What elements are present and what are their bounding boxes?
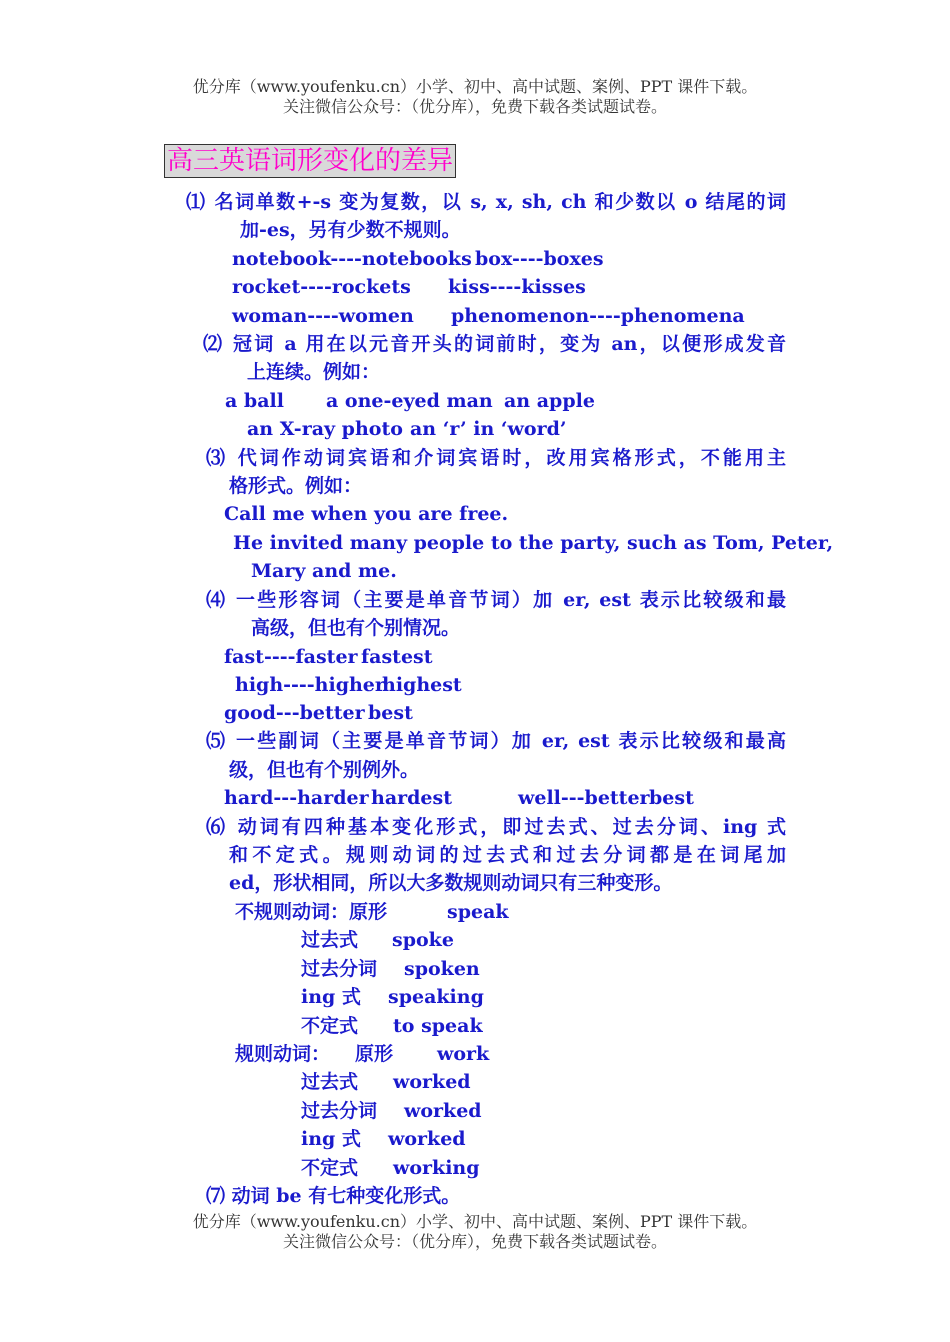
s2-example-1a: a ball xyxy=(225,390,284,412)
irregular-form-value: spoke xyxy=(392,929,454,951)
s2-heading-line-2: 上连续。例如： xyxy=(247,361,381,383)
s4-example-1b: fastest xyxy=(361,646,433,668)
s2-example-1b: a one-eyed man xyxy=(326,390,493,412)
regular-form-label: 过去分词 xyxy=(301,1100,378,1122)
s5-example-1d: best xyxy=(649,787,694,809)
irregular-form-label: 不定式 xyxy=(301,1015,359,1037)
irregular-verb-label: 不规则动词：原形 xyxy=(235,901,388,923)
s2-example-2b: an ‘r’ in ‘word’ xyxy=(410,418,567,440)
regular-verb-base-label: 原形 xyxy=(355,1043,394,1065)
s6-heading-line-1: ⑹ 动词有四种基本变化形式，即过去式、过去分词、ing 式 xyxy=(206,816,786,838)
s2-heading-line-1: ⑵ 冠词 a 用在以元音开头的词前时，变为 an，以便形成发音 xyxy=(203,333,786,355)
s3-heading-line-2: 格形式。例如： xyxy=(229,475,363,497)
s4-example-1a: fast----faster xyxy=(224,646,358,668)
s4-heading-line-2: 高级，但也有个别情况。 xyxy=(251,617,461,639)
s3-example-1: Call me when you are free. xyxy=(224,503,509,525)
s3-example-2a: He invited many people to the party, such as Tom, Peter, xyxy=(233,532,834,554)
irregular-form-label: ing 式 xyxy=(301,986,361,1008)
s1-example-3b: phenomenon----phenomena xyxy=(451,305,745,327)
regular-form-label: 不定式 xyxy=(301,1157,359,1179)
s5-example-1a: hard---harder xyxy=(224,787,369,809)
s1-example-1a: notebook----notebooks xyxy=(232,248,472,270)
irregular-form-value: speaking xyxy=(388,986,484,1008)
s5-heading-line-1: ⑸ 一些副词（主要是单音节词）加 er, est 表示比较级和最高 xyxy=(206,730,786,752)
regular-verb-base: work xyxy=(437,1043,490,1065)
header-line-1: 优分库（www.youfenku.cn）小学、初中、高中试题、案例、PPT 课件下载。 xyxy=(192,77,758,96)
s2-example-2a: an X-ray photo xyxy=(247,418,403,440)
s3-heading-line-1: ⑶ 代词作动词宾语和介词宾语时，改用宾格形式，不能用主 xyxy=(206,447,786,469)
regular-form-value: worked xyxy=(393,1071,471,1093)
s4-example-3a: good---better xyxy=(224,702,365,724)
regular-form-value: worked xyxy=(404,1100,482,1122)
s1-example-3a: woman----women xyxy=(232,305,414,327)
s3-example-2b: Mary and me. xyxy=(251,560,397,582)
s5-example-1c: well---better xyxy=(518,787,650,809)
s4-example-2b: highest xyxy=(382,674,462,696)
regular-verb-label: 规则动词： xyxy=(235,1043,331,1065)
s5-example-1b: hardest xyxy=(371,787,452,809)
s4-example-3b: best xyxy=(368,702,413,724)
s4-heading-line-1: ⑷ 一些形容词（主要是单音节词）加 er, est 表示比较级和最 xyxy=(206,589,786,611)
header-line-2: 关注微信公众号：（优分库），免费下载各类试题试卷。 xyxy=(282,97,667,116)
s1-example-2b: kiss----kisses xyxy=(448,276,586,298)
footer-line-2: 关注微信公众号：（优分库），免费下载各类试题试卷。 xyxy=(282,1232,667,1251)
s2-example-1c: an apple xyxy=(504,390,595,412)
regular-form-label: 过去式 xyxy=(301,1071,359,1093)
s4-example-2a: high----higher xyxy=(235,674,385,696)
irregular-verb-base: speak xyxy=(447,901,509,923)
s1-heading-line-1: ⑴ 名词单数+-s 变为复数，以 s, x, sh, ch 和少数以 o 结尾的词 xyxy=(186,191,786,213)
irregular-form-label: 过去分词 xyxy=(301,958,378,980)
irregular-form-value: to speak xyxy=(393,1015,483,1037)
s7-heading-line-1: ⑺ 动词 be 有七种变化形式。 xyxy=(206,1185,461,1207)
s1-example-2a: rocket----rockets xyxy=(232,276,411,298)
irregular-form-label: 过去式 xyxy=(301,929,359,951)
s5-heading-line-2: 级，但也有个别例外。 xyxy=(229,759,420,781)
s6-heading-line-2: 和不定式。规则动词的过去式和过去分词都是在词尾加 xyxy=(229,844,786,866)
page-title: 高三英语词形变化的差异 xyxy=(164,144,456,178)
s1-heading-line-2: 加-es，另有少数不规则。 xyxy=(240,219,461,241)
irregular-form-value: spoken xyxy=(404,958,480,980)
regular-form-value: worked xyxy=(388,1128,466,1150)
regular-form-value: working xyxy=(393,1157,480,1179)
regular-form-label: ing 式 xyxy=(301,1128,361,1150)
footer-line-1: 优分库（www.youfenku.cn）小学、初中、高中试题、案例、PPT 课件下载。 xyxy=(192,1212,758,1231)
s6-heading-line-3: ed，形状相同，所以大多数规则动词只有三种变形。 xyxy=(229,872,673,894)
s1-example-1b: box----boxes xyxy=(475,248,604,270)
